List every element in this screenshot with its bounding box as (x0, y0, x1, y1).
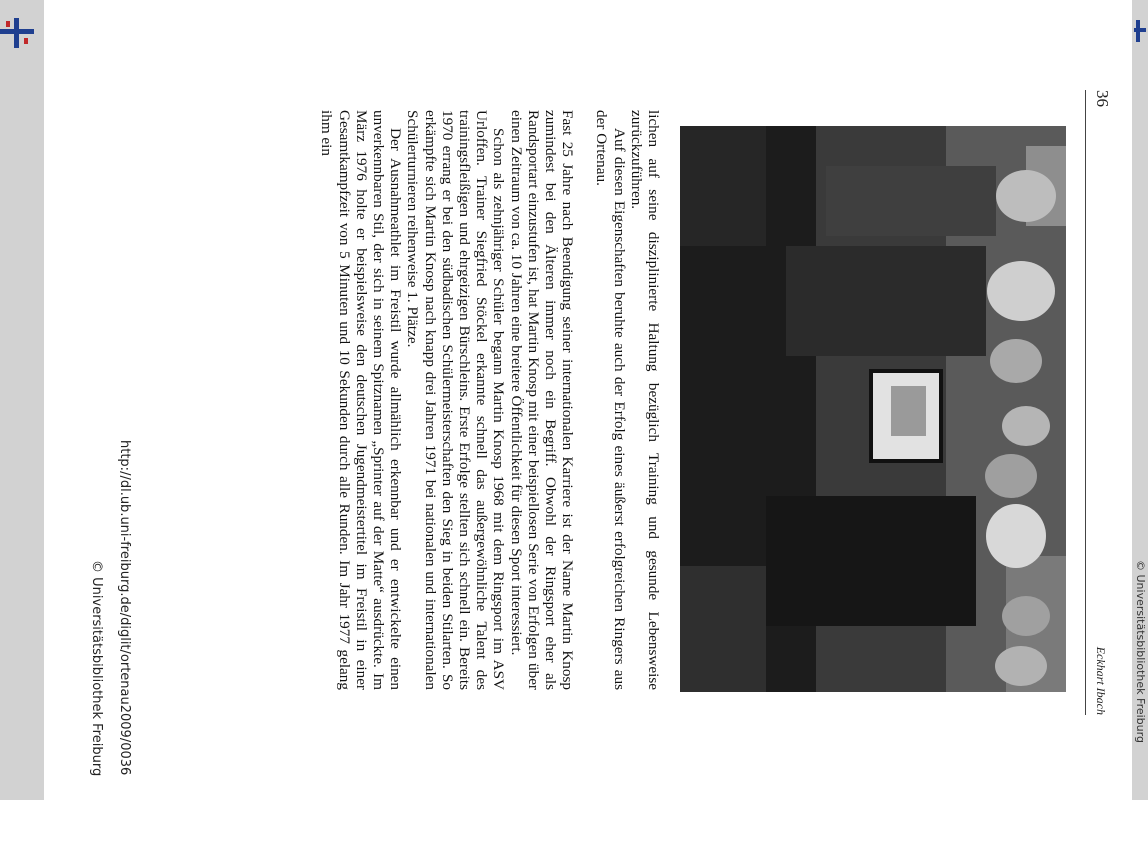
rotated-page (44, 0, 1132, 800)
photograph (680, 126, 1066, 692)
copyright-notice: © Universitätsbibliothek Freiburg (89, 560, 104, 777)
paragraph: lichen auf seine disziplinierte Haltung bezüglich Training und gesunde Lebensweise zurückzuführen. (627, 110, 662, 690)
running-head-author: Eckhart Ibach (1094, 646, 1108, 715)
paragraph: Schon als zehnjähriger Schüler begann Martin Knosp 1968 mit dem Ringsport im ASV Urloffen. Trainer Siegfried Stöckel erkannte schnell das außergewöhnliche Talent des trainingsfleißigen und ehrgeizigen Bürschleins. Erste Erfolge stellten sich schnell ein. Bereits 1970 errang er bei den südbadischen Schülermeisterschaften den Sieg in beiden Stilarten. So erkämpfte sich Martin Knosp nach knapp drei Jahren 1971 bei nationalen und internationalen Schülerturnieren reihenweise 1. Plätze. (404, 110, 508, 690)
viewer-left-gutter (0, 0, 44, 800)
page-header (1085, 90, 1112, 715)
article-body (318, 110, 662, 690)
page-number: 36 (1093, 90, 1112, 107)
side-copyright-strip (1133, 560, 1147, 800)
source-url[interactable]: http://dl.ub.uni-freiburg.de/diglit/ortenau2009/0036 (117, 440, 132, 776)
university-logo-icon-right (1134, 20, 1146, 42)
side-copyright: © Universitätsbibliothek Freiburg (1134, 560, 1147, 743)
photo-award-ceremony-image (680, 126, 1066, 692)
paragraph: Fast 25 Jahre nach Beendigung seiner internationalen Karriere ist der Name Martin Knosp zumindest bei den Älteren immer noch ein Begriff. Obwohl der Ringsport eher als Randsportart einzustufen ist, hat Martin Knosp mit einer beispiellosen Serie von Erfolgen über einen Zeitraum von ca. 10 Jahren eine breitere Öffentlichkeit für diesen Sport interessiert. (507, 110, 577, 690)
paragraph: Auf diesen Eigenschaften beruhte auch der Erfolg eines äußerst erfolgreichen Ringers aus der Ortenau. (593, 110, 628, 690)
paragraph: Der Ausnahmeathlet im Freistil wurde allmählich erkennbar und er entwickelte einen unverkennbaren Stil, der sich in seinem Spitznamen „Sprinter auf der Matte“ ausdrückte. Im März 1976 holte er beispielsweise den deutschen Jugendmeistertitel im Freistil in einer Gesamtkampfzeit von 5 Minuten und 10 Sekunden durch alle Runden. Im Jahr 1977 gelang ihm ein (318, 110, 405, 690)
university-logo-icon (0, 18, 40, 48)
